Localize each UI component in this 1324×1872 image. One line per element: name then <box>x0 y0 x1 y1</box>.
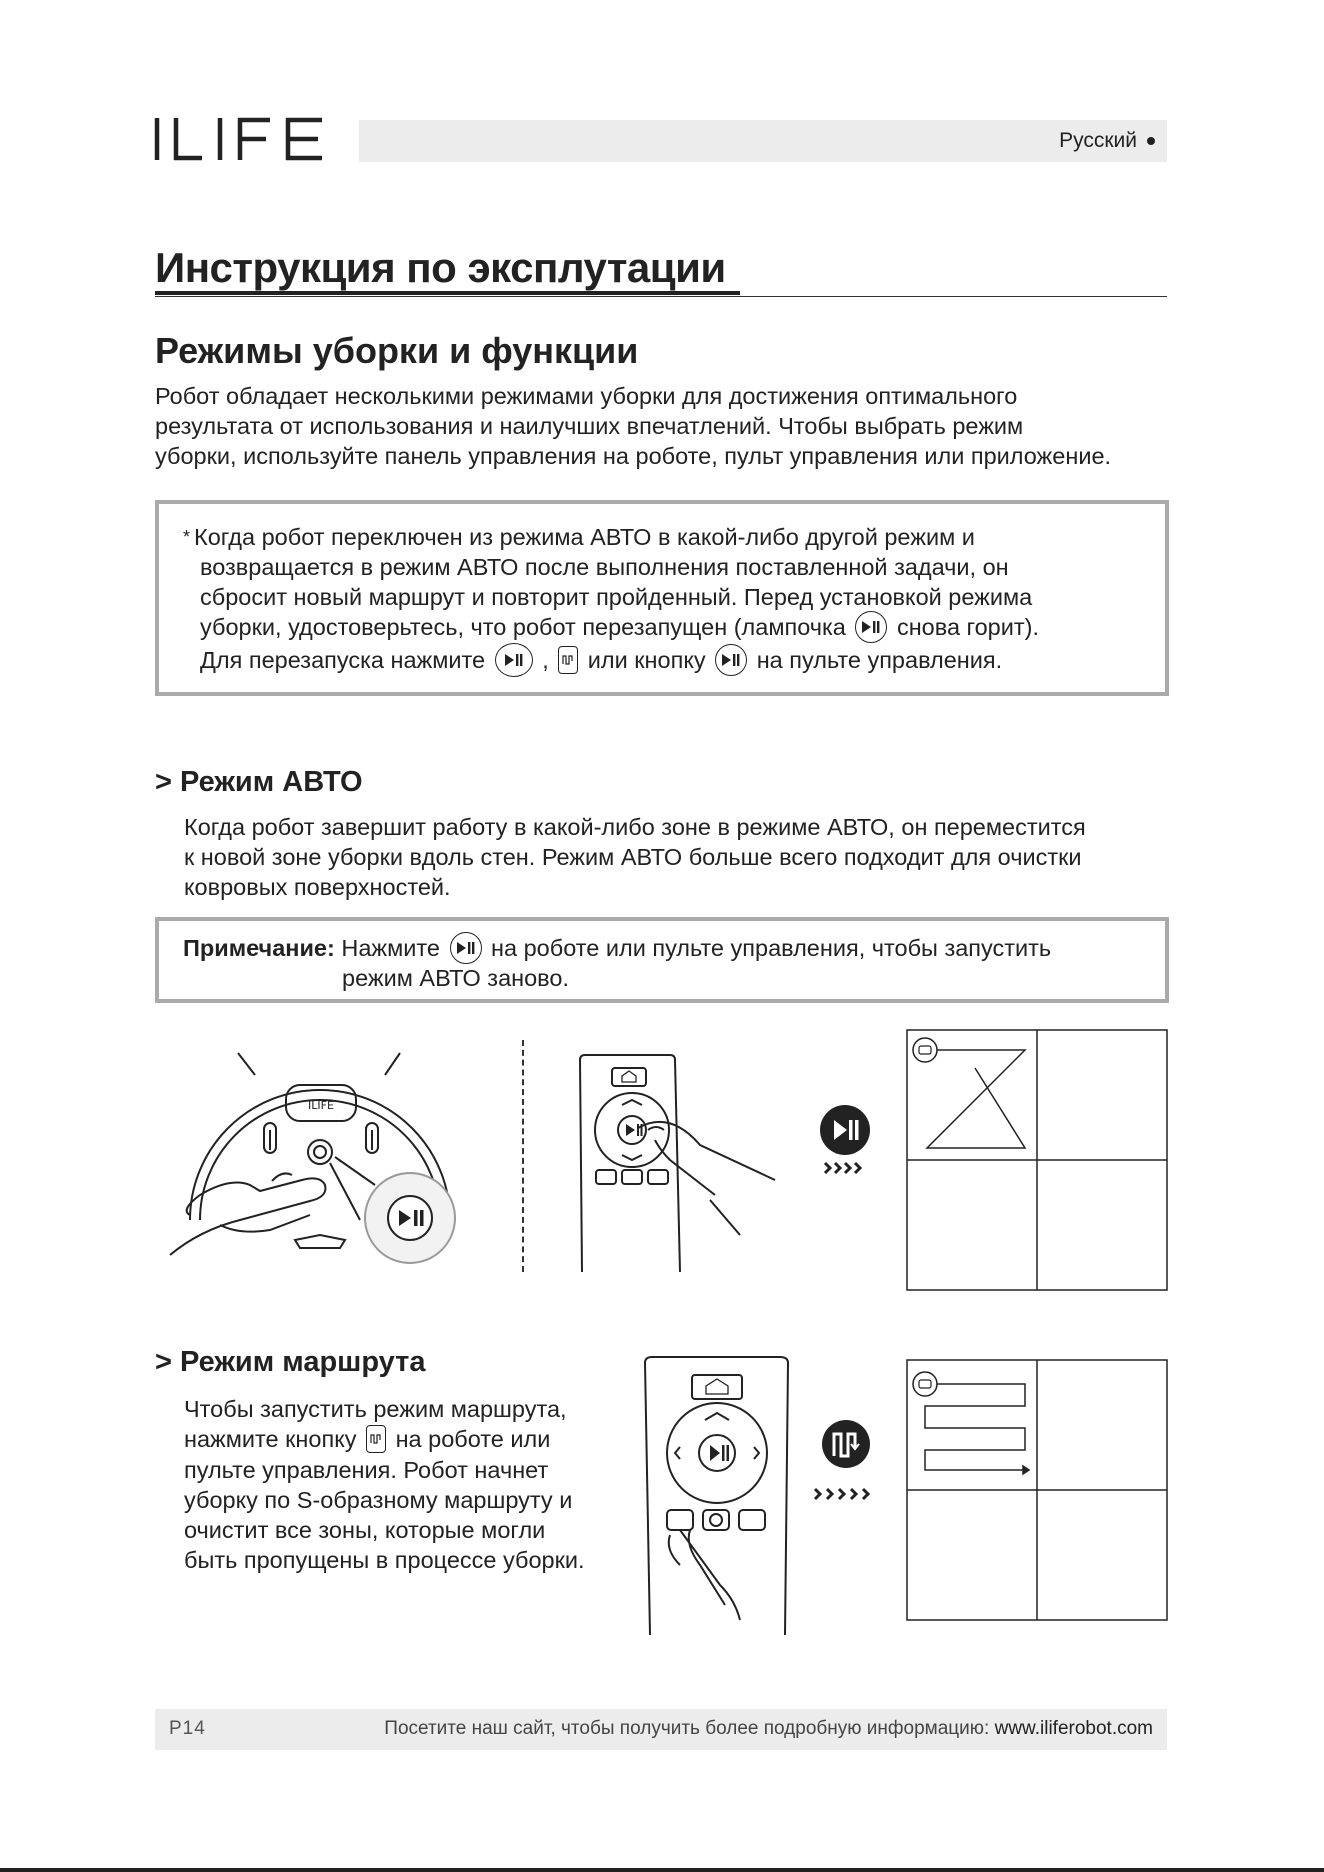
route-mode-icon <box>366 1425 386 1453</box>
notice-line: уборки, удостоверьтесь, что робот перезапущен (лампочка снова горит). <box>183 612 1039 645</box>
title-underline <box>155 291 740 295</box>
route-mode-line: быть пропущены в процессе уборки. <box>184 1546 585 1573</box>
auto-mode-line: ковровых поверхностей. <box>184 874 451 900</box>
footer <box>155 1709 1167 1750</box>
route-mode-line: нажмите кнопку на роботе или <box>184 1426 551 1452</box>
arrows-icon <box>812 1486 882 1502</box>
intro-line: Робот обладает несколькими режимами уборки для достижения оптимального <box>155 383 1018 409</box>
route-mode-icon <box>820 1418 872 1470</box>
remote-illustration <box>560 1050 790 1275</box>
auto-mode-line: к новой зоне уборки вдоль стен. Режим АВТО больше всего подходит для очистки <box>184 844 1082 870</box>
footer-text: Посетите наш сайт, чтобы получить более подробную информацию: www.iliferobot.com <box>384 1718 1153 1739</box>
note-line: режим АВТО заново. <box>342 965 570 991</box>
title-rule <box>155 296 1167 297</box>
notice-line: сбросит новый маршрут и повторит пройденный. Перед установкой режима <box>200 584 1033 610</box>
play-pause-icon <box>450 932 482 964</box>
note-line: Примечание: Нажмите на роботе или пульте управления, чтобы запустить <box>183 933 1051 966</box>
intro-paragraph <box>155 381 1175 471</box>
notice-line: возвращается в режим АВТО после выполнения поставленной задачи, он <box>200 554 1009 580</box>
page-number: P14 <box>169 1718 206 1739</box>
auto-mode-line: Когда робот завершит работу в какой-либо зоне в режиме АВТО, он переместится <box>184 814 1086 840</box>
route-mode-title: > Режим маршрута <box>155 1346 426 1378</box>
play-pause-icon <box>495 643 533 677</box>
intro-line: уборки, используйте панель управления на роботе, пульт управления или приложение. <box>155 443 1112 469</box>
bottom-rule <box>0 1868 1324 1872</box>
auto-mode-title: > Режим АВТО <box>155 766 363 798</box>
language-dot-icon <box>1147 137 1155 145</box>
route-mode-text <box>184 1394 654 1575</box>
brand-logo <box>154 108 329 170</box>
route-path-diagram <box>905 1358 1169 1622</box>
robot-illustration <box>160 1035 470 1265</box>
play-pause-icon <box>715 644 747 676</box>
arrows-icon <box>822 1160 868 1176</box>
note-label: Примечание: <box>183 935 335 961</box>
language-bar <box>359 120 1167 162</box>
play-pause-icon <box>855 611 887 643</box>
svg-text:ILIFE: ILIFE <box>308 1099 334 1112</box>
notice-star: * <box>183 527 191 547</box>
section-title: Режимы уборки и функции <box>155 330 639 371</box>
route-mode-line: уборку по S-образному маршруту и <box>184 1486 573 1513</box>
auto-note-box <box>155 917 1169 1003</box>
route-mode-line: пульте управления. Робот начнет <box>184 1456 549 1483</box>
auto-mode-text <box>184 812 1174 902</box>
intro-line: результата от использования и наилучших впечатлений. Чтобы выбрать режим <box>155 413 1024 439</box>
page-title: Инструкция по эксплутации <box>155 244 726 291</box>
website-link[interactable]: www.iliferobot.com <box>994 1718 1153 1739</box>
robot-panel-text <box>308 1099 334 1112</box>
language-label: Русский <box>1059 129 1137 152</box>
notice-line: Для перезапуска нажмите , или кнопку на пульте управления. <box>183 645 1039 679</box>
notice-box <box>155 500 1169 696</box>
play-pause-icon <box>818 1103 872 1157</box>
auto-path-diagram <box>905 1028 1169 1292</box>
route-mode-line: очистит все зоны, которые могли <box>184 1516 546 1543</box>
notice-line: * Когда робот переключен из режима АВТО в какой-либо другой режим и <box>183 524 975 550</box>
divider <box>522 1040 524 1272</box>
route-mode-icon <box>558 646 578 674</box>
route-mode-line: Чтобы запустить режим маршрута, <box>184 1396 567 1422</box>
remote-illustration <box>640 1355 810 1640</box>
